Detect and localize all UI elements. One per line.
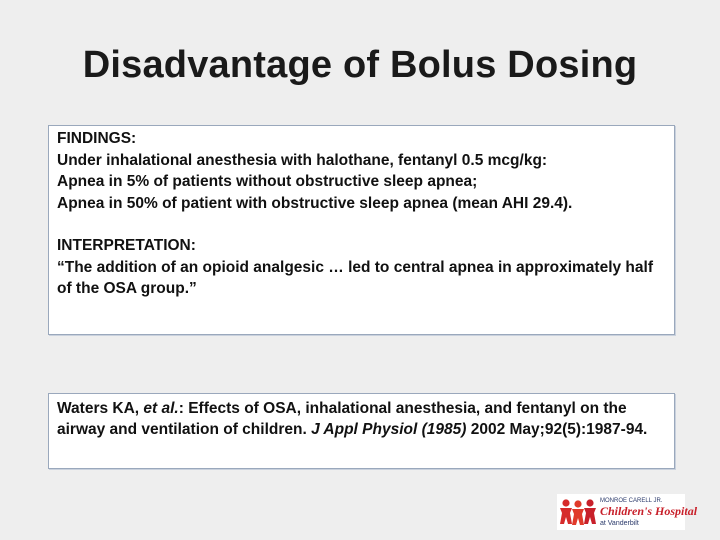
findings-box [48, 125, 675, 335]
childrens-hospital-logo [557, 494, 698, 530]
findings-line-3: Apnea in 50% of patient with obstructive sleep apnea (mean AHI 29.4). [57, 194, 573, 212]
spacer [57, 214, 666, 235]
findings-line-1: Under inhalational anesthesia with halothane, fentanyl 0.5 mcg/kg: [57, 151, 548, 169]
citation-authors: Waters KA, [57, 400, 144, 417]
logo-line-2: Children's Hospital [600, 504, 698, 518]
citation-journal: J Appl Physiol (1985) [311, 421, 467, 438]
citation-box [48, 393, 675, 469]
interpretation-heading: INTERPRETATION: [57, 237, 196, 254]
citation-et-al: et al. [143, 400, 179, 417]
findings-line-2: Apnea in 5% of patients without obstructive sleep apnea; [57, 173, 478, 190]
findings-heading: FINDINGS: [57, 130, 137, 147]
citation-title: : Effects of OSA, inhalational anesthesia, and fentanyl on the airway and ventilation of children. [57, 400, 627, 438]
child-figures-icon [560, 499, 596, 525]
logo-line-1: MONROE CARELL JR. [600, 498, 663, 504]
interpretation-quote: “The addition of an opioid analgesic … led to central apnea in approximately half of the OSA group.” [57, 258, 653, 297]
logo-graphic [557, 494, 698, 530]
logo-line-3: at Vanderbilt [600, 520, 639, 527]
citation-text [57, 398, 666, 440]
page-title: Disadvantage of Bolus Dosing [82, 44, 638, 86]
citation-date: 2002 May;92(5):1987-94. [466, 421, 648, 438]
